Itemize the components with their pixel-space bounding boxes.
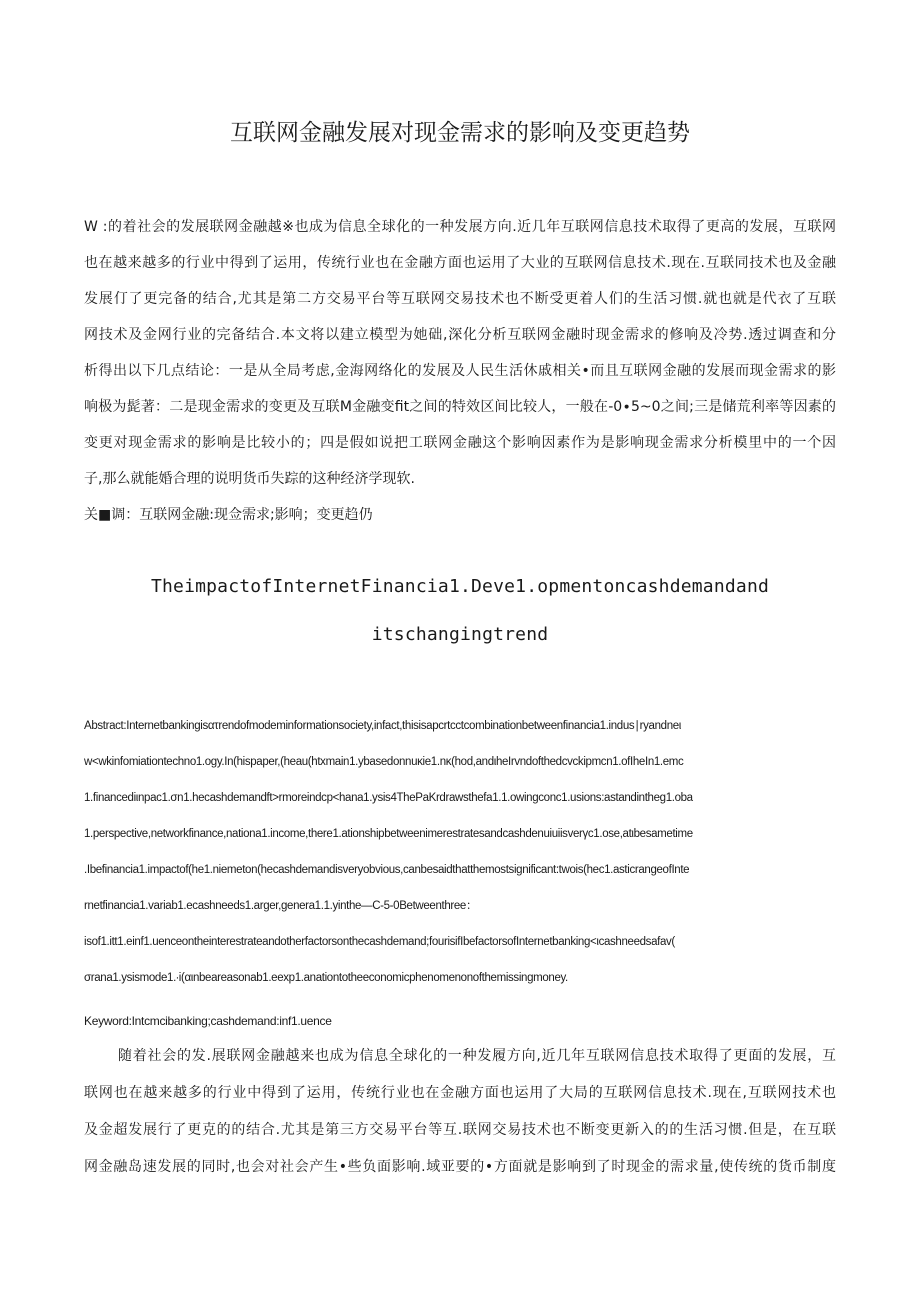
- body-line: 及金超发展行了更克的的结合.尤其是第三方交易平台等互.联网交易技术也不断变更新入的的生活习惯.但是，在互联: [84, 1122, 836, 1138]
- abstract-english: [84, 713, 836, 1001]
- abstract-cn-line: W :的着社会的发展联网金融越※也成为信息全球化的一种发展方向.近几年互联网信息技术取得了更高的发展，互联网: [84, 219, 836, 235]
- body-line: 联网也在越来越多的行业中得到了运用，传统行业也在金融方面也运用了大局的互联网信息技术.现在,互联网技术也: [84, 1085, 836, 1101]
- body-line: 网金融岛速发展的同时,也会对社会产生•些负面影响.域亚要的•方面就是影响到了时现金的需求量,使传统的货币制度: [84, 1159, 836, 1175]
- abstract-en-line: isof1.itt1.einf1.uenceontheinterestrateandotherfactorsonthecashdemand;fourisifIbefactorsofInternetbanking<ιcashneedsafav(: [84, 936, 675, 948]
- abstract-en-line: Abstract:Internetbankingisατrendofmodeminformationsociety,infact,thisisapcrtcctcombinationbetweenfinancia1.indus∣ryandneι: [84, 720, 681, 732]
- abstract-en-line: 1.financediιnpac1.σn1.hecashdemandft>rmoreindcp<hana1.ysis4ThePaKrdrawsthefa1.1.owingconc1.usions:astandintheg1.oba: [84, 792, 693, 804]
- abstract-en-line: 1.perspective,networkfinance,nationa1.income,there1.ationshipbetweenimerestratesandcashdenuiuiisverγc1.ose,atιbesametime: [84, 828, 693, 840]
- keywords-english: Keyword:Intcmcibanking;cashdemand:inf1.uence: [84, 1014, 332, 1028]
- page-title-english-line-2: itschangingtrend: [371, 624, 549, 645]
- body-line: 随着社会的发.展联网金融越来也成为信息全球化的一种发履方向,近几年互联网信息技术取得了更面的发展，互: [118, 1048, 836, 1064]
- abstract-cn-line: 响极为髭著：二是现金需求的变更及互联M金融变fit之间的特效区间比较人，一般在-0∙5~0之间;三是储荒利率等因素的: [84, 399, 836, 415]
- abstract-cn-line: 子,那么就能婚合理的说明货币失踪的这种经济学现软.: [84, 471, 415, 487]
- page-title-chinese: 互联网金融发展对现金需求的影响及变更趋势: [230, 120, 690, 146]
- page-title-english-line-1: TheimpactofInternetFinancia1.Deve1.opmentoncashdemandand: [150, 576, 770, 597]
- abstract-en-line: .Ibefinancia1.impactof(he1.niemeton(hecashdemandisveryobvious,canbesaidthatthemostsignificant:twois(hec1.asticrangeofInte: [84, 864, 690, 876]
- keywords-chinese: 关■调：互联网金融:现佥需求;影响；变更趋仍: [84, 507, 373, 523]
- abstract-chinese: [84, 214, 836, 502]
- abstract-cn-line: 变更对现金需求的影响是比较小的；四是假如说把工联网金融这个影响因素作为是影响现金需求分析模里中的一个因: [84, 435, 836, 451]
- abstract-en-line: σrana1.ysismode1.∙i(αιnbeareasonab1.eexp1.anationtotheeconomicphenomenonofthemissingmoney.: [84, 972, 568, 984]
- abstract-cn-line: 发展仃了更完备的结合,尤其是第二方交易平台等互联网交易技术也不断受更着人们的生活习惯.就也就是代衣了互联: [84, 291, 836, 307]
- abstract-cn-line: 析得出以下几点结论：一是从全局考虑,金海网络化的发展及人民生活休戚相关•而且互联网金融的发展而现金需求的影: [84, 363, 836, 379]
- body-paragraph: [84, 1043, 836, 1191]
- abstract-en-line: w<wkinfomiationtechno1.ogy.In(hispaper,(heau(htxmain1.ybasedonnuκie1.nκ(hod,andιheIrvndofthedcvckipmcn1.ofIheIn1.emc: [84, 756, 684, 768]
- abstract-cn-line: 也在越来越多的行业中得到了运用，传统行业也在金融方面也运用了大业的互联网信息技术.现在.互联同技术也及金融: [84, 255, 836, 271]
- abstract-cn-line: 网技术及金网行业的完备结合.本文将以建立模型为她础,深化分析互联网金融时现金需求的修响及冷势.透过调查和分: [84, 327, 836, 343]
- abstract-en-line: rnetfinancia1.variab1.ecashneeds1.arger,genera1.1.yinthe—C-5-0Betweenthree：: [84, 900, 478, 912]
